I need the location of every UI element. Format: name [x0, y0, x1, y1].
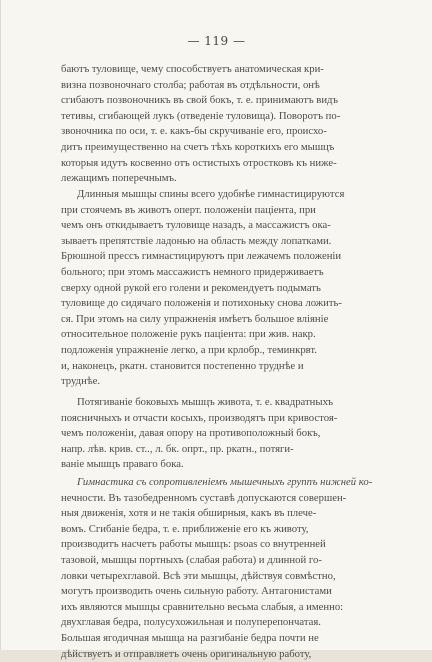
- text-line: производитъ насчетъ работы мышцъ: psoas со внутренней: [61, 538, 326, 551]
- text-line: вомъ. Сгибаніе бедра, т. е. приближеніе его къ животу,: [61, 522, 309, 535]
- text-line: дѣйствуетъ и отправляетъ очень оригинальную работу,: [61, 647, 312, 660]
- text-line: тетивы, сгибающей лукъ (отведеніе туловища). Поворотъ по-: [61, 109, 341, 122]
- text-line: ныя движенія, хотя и не такія обширныя, какъ въ плече-: [61, 507, 317, 520]
- paragraph-lower-limb: [61, 475, 388, 662]
- text-line: Большая ягодичная мышца на разгибаніе бедра почти не: [61, 631, 319, 644]
- text-line: чемъ онъ откидываетъ туловище назадъ, а массажистъ ока-: [61, 219, 331, 232]
- paragraph-back-muscles: [61, 187, 388, 390]
- text-line: Гимнастика съ сопротивленіемъ мышечныхъ группъ нижней ко-: [77, 476, 373, 488]
- text-line: Потягиваніе боковыхъ мышцъ живота, т. е. квадратныхъ: [77, 396, 334, 408]
- text-line: нечности. Въ тазобедренномъ суставѣ допускаются совершен-: [61, 491, 347, 504]
- text-line: больного; при этомъ массажистъ немного придерживаетъ: [61, 265, 324, 278]
- text-line: ихъ являются мышцы сравнительно весьма слабыя, а именно:: [61, 600, 344, 613]
- text-line: ваніе мышцъ праваго бока.: [61, 458, 184, 471]
- text-line: и, наконецъ, ркатн. становится постепенно труднѣе и: [61, 359, 304, 372]
- text-line: сгибаютъ позвоночникъ въ свой бокъ, т. е. принимаютъ видъ: [61, 94, 339, 107]
- paragraph-spine-bending: [61, 62, 388, 187]
- text-line: лежащимъ поперечнымъ.: [61, 172, 177, 185]
- text-line: при стоячемъ въ животъ оперт. положеніи паціента, при: [61, 203, 316, 216]
- page-number: — 119 —: [187, 34, 246, 48]
- text-line: ловки четырехглавой. Всѣ эти мышцы, дѣйствуя совмѣстно,: [61, 569, 336, 582]
- text-line: чемъ положеніи, давая опору на противоположный бокъ,: [61, 427, 321, 440]
- text-line: подложенія упражненіе легко, а при крлобр., теминкрвт.: [61, 343, 317, 356]
- text-line: визна позвоночнаго столба; работая въ отдѣльности, онѣ: [61, 78, 320, 91]
- text-line: тазовой, мышцы портныхъ (слабая работа) и длинной го-: [61, 553, 322, 566]
- text-line: двухглавая бедра, полусухожильная и полуперепончатая.: [61, 616, 321, 629]
- text-line: могутъ производить очень сильную работу. Антагонистами: [61, 585, 332, 598]
- text-line: напр. лѣв. крив. ст.., л. бк. опрт., пр. ркатн., потяги-: [61, 442, 294, 455]
- text-line: зываетъ препятствіе ладонью на область между лопатками.: [61, 234, 332, 247]
- text-line: ся. При этомъ на силу упражненія имѣетъ большое вліяніе: [61, 312, 329, 325]
- text-line: поясничныхъ и отчасти косыхъ, производятъ при кривостоя-: [61, 411, 338, 424]
- text-line: Длинныя мышцы спины всего удобнѣе гимнастицируются: [77, 188, 345, 200]
- text-line: которыя идутъ косвенно отъ остистыхъ отростковъ къ ниже-: [61, 156, 337, 169]
- text-line: баютъ туловище, чему способствуетъ анатомическая кри-: [61, 63, 324, 75]
- text-line: звоночника по оси, т. е. какъ-бы скручиваніе его, происхо-: [61, 125, 327, 138]
- text-line: труднѣе.: [61, 375, 101, 388]
- text-line: сверху одной рукой его голени и рекомендуетъ подымать: [61, 281, 321, 294]
- text-line: относительное положеніе рукъ паціента: при жив. накр.: [61, 328, 316, 341]
- text-line: Брюшной прессъ гимнастицируютъ при лежачемъ положеніи: [61, 250, 342, 263]
- paragraph-side-muscles: [61, 395, 388, 473]
- text-line: дитъ преимущественно на счетъ тѣхъ короткихъ его мышцъ: [61, 140, 335, 153]
- text-line: туловище до сидячаго положенія и потихоньку снова ложить-: [61, 297, 342, 310]
